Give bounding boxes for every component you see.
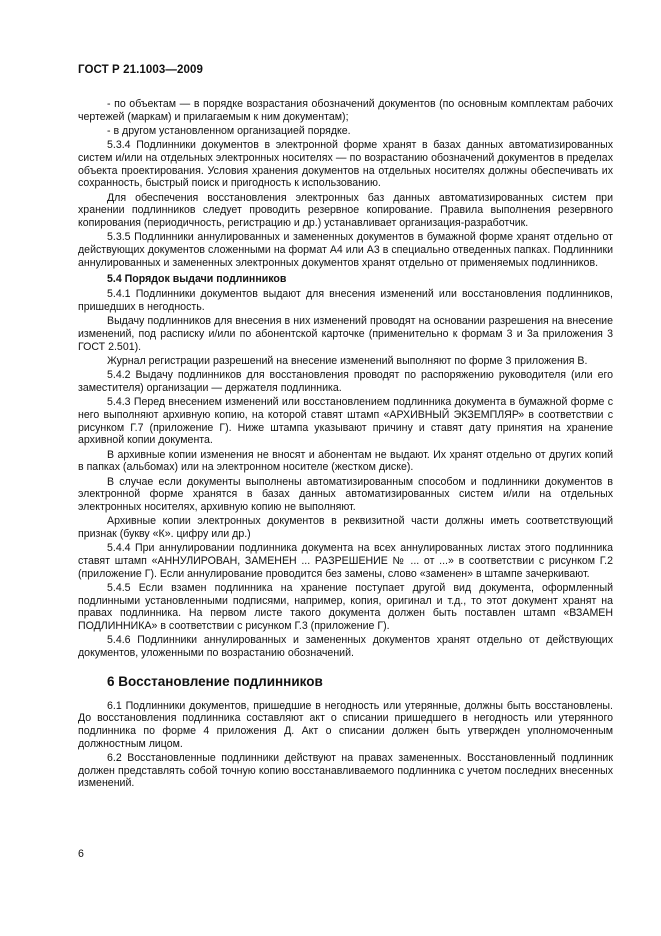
page-number: 6 (78, 848, 84, 860)
paragraph: Архивные копии электронных документов в реквизитной части должны иметь соответствующий признак (букву «К». цифру или др.) (78, 515, 613, 541)
paragraph: 5.4.4 При аннулировании подлинника документа на всех аннулированных листах этого подлинника ставят штамп «АННУЛИРОВАН, ЗАМЕНЕН ... РАЗРЕШЕНИЕ № ... от ...» в соответствии с рисунком Г.2 (приложение Г). Если аннулирование проводится без замены, слово «заменен» в штампе зачеркивают. (78, 542, 613, 580)
paragraph: 5.4.2 Выдачу подлинников для восстановления проводят по распоряжению руководителя (или его заместителя) организации — держателя подлинника. (78, 369, 613, 394)
paragraph: 6.1 Подлинники документов, пришедшие в негодность или утерянные, должны быть восстановлены. До восстановления подлинника составляют акт о списании пришедшего в негодность или утерянного подлинника по форме 4 приложения Д. Акт о списании должен быть утвержден уполномоченным должностным лицом. (78, 699, 613, 750)
paragraph: 5.4.3 Перед внесением изменений или восстановлением подлинника документа в бумажной форме с него выполняют архивную копию, на которой ставят штамп «АРХИВНЫЙ ЭКЗЕМПЛЯР» в соответствии с рисунком Г.7 (приложение Г). Ниже штампа указывают причину и ставят дату принятия на хранение архивной копии документа. (78, 396, 613, 447)
paragraph: 6.2 Восстановленные подлинники действуют на правах замененных. Восстановленный подлинник должен представлять собой точную копию восстанавливаемого подлинника с учетом последних внесенных изменений. (78, 751, 613, 790)
section-title-6: 6 Восстановление подлинников (107, 673, 323, 689)
paragraph: Выдачу подлинников для внесения в них изменений проводят на основании разрешения на внесение изменений, под расписку и/или по абонентской карточке (применительно к формам 3 и 3а приложения 3 ГОСТ 2.501). (78, 315, 613, 353)
paragraph: 5.4.1 Подлинники документов выдают для внесения изменений или восстановления подлинников, пришедших в негодность. (78, 288, 613, 313)
document-body (78, 98, 613, 792)
paragraph: 5.3.5 Подлинники аннулированных и замененных документов в бумажной форме хранят отдельно от действующих документов сложенными на формат А4 или А3 в специально отведенных папках. Подлинники аннулированных и замененных электронных документов хранят отдельно от применяемых подлинников. (78, 231, 613, 269)
document-code-header: ГОСТ Р 21.1003—2009 (78, 64, 203, 76)
paragraph: - в другом установленном организацией порядке. (107, 125, 351, 137)
paragraph: 5.4.6 Подлинники аннулированных и замененных документов хранят отдельно от действующих документов, уложенными по возрастанию обозначений. (78, 634, 613, 660)
paragraph: 5.4.5 Если взамен подлинника на хранение поступает другой вид документа, оформленный подлинными установленными подписями, например, копия, оригинал и т.д., то этот документ хранят на правах подлинника. На первом листе такого документа должен быть поставлен штамп «ВЗАМЕН ПОДЛИННИКА» в соответствии с рисунком Г.3 (приложение Г). (78, 582, 613, 633)
paragraph: Для обеспечения восстановления электронных баз данных автоматизированных систем при хранении подлинников следует проводить резервное копирование. Правила выполнения резервного копирования (периодичность, регистрацию и др.) устанавливает организация-разработчик. (78, 191, 613, 230)
paragraph: 5.3.4 Подлинники документов в электронной форме хранят в базах данных автоматизированных систем и/или на отдельных электронных носителях — по возрастанию обозначений документов в пределах объекта проектирования. Условия хранения документов на отдельных носителях должны обеспечивать их сохранность, быстрый поиск и пригодность к использованию. (78, 139, 613, 190)
paragraph: Журнал регистрации разрешений на внесение изменений выполняют по форме 3 приложения В. (107, 354, 588, 367)
paragraph: В архивные копии изменения не вносят и абонентам не выдают. Их хранят отдельно от других копий в папках (альбомах) или на электронном носителе (жестком диске). (78, 448, 613, 474)
subsection-title-5-4: 5.4 Порядок выдачи подлинников (107, 272, 287, 285)
paragraph: - по объектам — в порядке возрастания обозначений документов (по основным комплектам рабочих чертежей (маркам) и прилагаемым к ним документам); (78, 98, 613, 123)
paragraph: В случае если документы выполнены автоматизированным способом и подлинники документов в электронной форме хранятся в базах данных автоматизированных систем и/или на отдельных электронных носителях, архивную копию не выполняют. (78, 475, 613, 514)
